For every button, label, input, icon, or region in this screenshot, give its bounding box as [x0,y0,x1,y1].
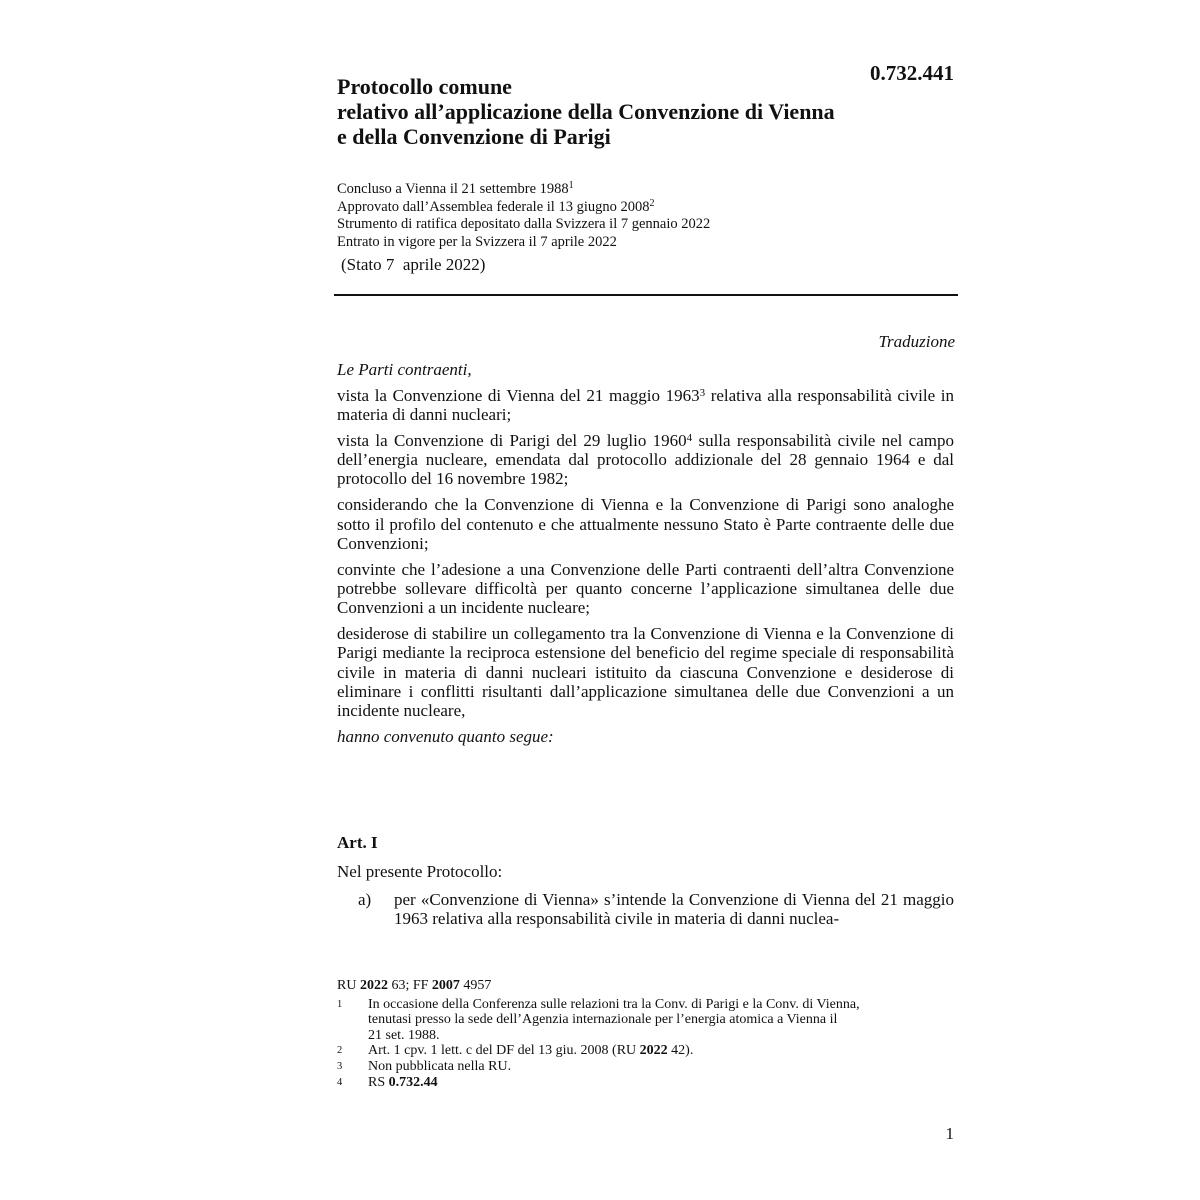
footnote-number: 1 [337,998,343,1010]
preamble-paragraph: desiderose di stabilire un collegamento tra la Convenzione di Vienna e la Convenzione di Parigi mediante la reciproca estensione del beneficio del regime speciale di responsabilità civile in materia di danni nucleari istituito da ciascuna Convenzione e desiderose di eliminare i conflitti risultanti dall’applicazione simultanea delle due Convenzioni a un incidente nucleare, [337,624,954,721]
paragraph-text: vista la Convenzione di Vienna del 21 maggio 1963 [337,385,700,405]
meta-approved [337,199,957,217]
meta-approved-text: Approvato dall’Assemblea federale il 13 giugno 2008 [337,198,650,215]
document-metadata [337,181,957,251]
meta-in-force: Entrato in vigore per la Svizzera il 7 aprile 2022 [337,233,617,250]
preamble-paragraph: convinte che l’adesione a una Convenzione delle Parti contraenti dell’altra Convenzione potrebbe sollevare difficoltà per quanto concerne l’applicazione simultanea delle due Convenzioni a un incidente nucleare; [337,559,954,618]
footnote-text: 42). [667,1043,694,1059]
preamble-paragraph [337,386,954,425]
source-text: 63; FF [387,978,432,993]
header-divider [334,294,958,296]
footnote-text: tenutasi presso la sede dell’Agenzia internazionale per l’energia atomica a Vienna il [368,1012,838,1028]
footnote-text: RS [368,1074,389,1090]
footnotes [337,978,957,1090]
paragraph-text: relativa alla responsabilità civile in materia di danni nucleari; [337,385,954,425]
title-line: e della Convenzione di Parigi [337,124,611,149]
footnote-bold: 2022 [639,1043,668,1059]
title-line: Protocollo comune [337,74,512,99]
article-item-label: a) [358,890,372,909]
footnote-ref[interactable]: 1 [568,180,574,191]
footnote-number: 2 [337,1045,343,1057]
meta-concluded-text: Concluso a Vienna il 21 settembre 1988 [337,181,569,197]
title-line: relativo all’applicazione della Convenzione di Vienna [337,99,835,124]
footnote-text: 21 set. 1988. [368,1027,440,1043]
footnote [337,1043,957,1059]
footnote-number: 3 [337,1060,343,1072]
article-item [337,890,954,929]
article-title: Art. I [337,833,378,852]
document-title [337,74,937,149]
status-date: (Stato 7 aprile 2022) [341,255,486,274]
footnote-text: In occasione della Conferenza sulle relazioni tra la Conv. di Parigi e la Conv. di Vienna, [368,996,860,1012]
footnote [337,1059,957,1075]
paragraph-text: sulla responsabilità civile nel campo dell’energia nucleare, emendata dal protocollo addizionale del 28 gennaio 1964 e dal protocollo del 16 novembre 1982; [337,430,954,489]
footnote-bold[interactable]: 0.732.44 [388,1074,438,1090]
source-year: 2007 [431,978,460,993]
translation-label: Traduzione [878,332,955,351]
source-text: RU [337,978,360,993]
preamble-paragraph [337,431,954,489]
footnote [337,997,957,1044]
preamble-closing: hanno convenuto quanto segue: [337,727,554,747]
document-number: 0.732.441 [870,61,954,85]
footnote-source [337,978,957,994]
footnote-text: Non pubblicata nella RU. [368,1058,512,1074]
footnote-text: Art. 1 cpv. 1 lett. c del DF del 13 giu. 2008 (RU [368,1043,640,1059]
article-item-text: per «Convenzione di Vienna» s’intende la Convenzione di Vienna del 21 maggio 1963 relativa alla responsabilità civile in materia di danni nuclea- [394,890,954,929]
meta-ratification: Strumento di ratifica depositato dalla Svizzera il 7 gennaio 2022 [337,216,711,232]
source-year: 2022 [359,978,388,993]
page-number: 1 [945,1124,954,1143]
article-intro: Nel presente Protocollo: [337,862,503,881]
footnote-number: 4 [337,1076,343,1088]
preamble [337,360,954,753]
preamble-opening: Le Parti contraenti, [337,360,472,379]
footnote [337,1075,957,1091]
meta-concluded [337,181,957,199]
footnote-ref[interactable]: 3 [699,386,706,399]
footnote-ref[interactable]: 4 [686,431,693,444]
footnote-ref[interactable]: 2 [649,197,655,209]
source-text: 4957 [459,978,492,993]
paragraph-text: vista la Convenzione di Parigi del 29 luglio 1960 [337,430,687,450]
preamble-paragraph: considerando che la Convenzione di Vienna e la Convenzione di Parigi sono analoghe sotto il profilo del contenuto e che attualmente nessuno Stato è Parte contraente delle due Convenzioni; [337,495,954,553]
